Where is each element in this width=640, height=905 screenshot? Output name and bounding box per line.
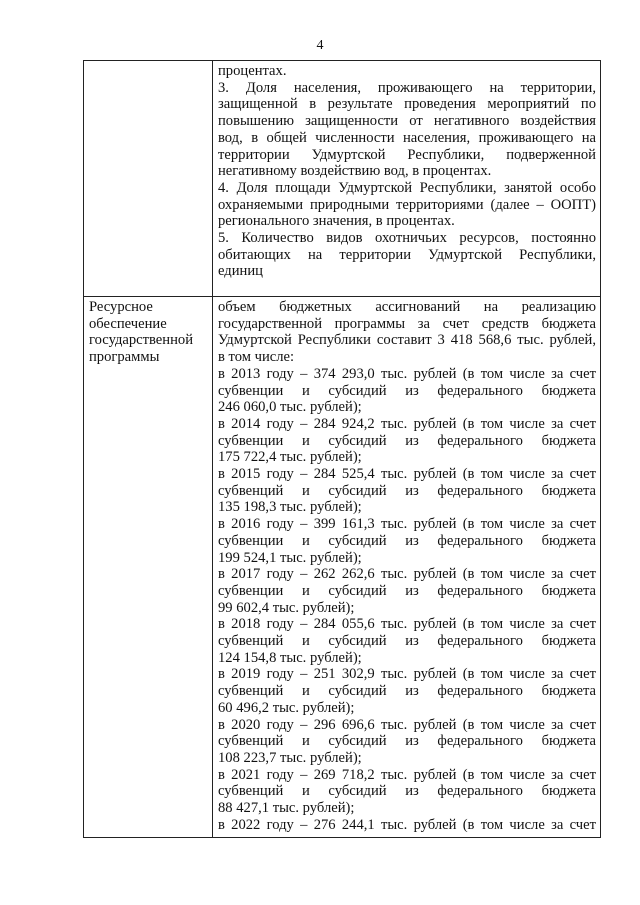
text-line: в 2016 году – 399 161,3 тыс. рублей (в том числе за счет (218, 516, 596, 533)
funding-text (218, 299, 596, 834)
text-line: субвенций и субсидий из федерального бюджета (218, 733, 596, 750)
text-line: субвенций и субсидий из федерального бюджета (218, 482, 596, 499)
text-line: негативному воздействию вод, в процентах. (218, 163, 492, 180)
text-line: субвенции и субсидий из федерального бюджета (218, 382, 596, 399)
text-line: субвенций и субсидий из федерального бюджета (218, 683, 596, 700)
text-line: охраняемыми природными территориями (далее – ООПТ) (218, 196, 596, 213)
text-line: в 2022 году – 276 244,1 тыс. рублей (в том числе за счет (218, 816, 596, 833)
text-line: 88 427,1 тыс. рублей); (218, 800, 355, 817)
resource-support-label (89, 299, 208, 366)
text-line: 3. Доля населения, проживающего на территории, (218, 79, 596, 96)
program-passport-table (83, 60, 601, 838)
label-line: обеспечение (89, 315, 167, 332)
text-line: повышению защищенности от негативного воздействия (218, 113, 596, 130)
label-line: программы (89, 349, 160, 366)
table-row (84, 61, 601, 297)
text-line: субвенции и субсидий из федерального бюджета (218, 582, 596, 599)
text-line: вод, в общей численности населения, проживающего на (218, 129, 596, 146)
page-number: 4 (316, 38, 324, 53)
label-line: государственной (89, 332, 194, 349)
row-label-cell (84, 297, 213, 838)
row-label-cell (84, 61, 213, 297)
indicators-cell (213, 61, 601, 297)
text-line: в 2014 году – 284 924,2 тыс. рублей (в том числе за счет (218, 415, 596, 432)
text-line: территории Удмуртской Республики, подверженной (218, 146, 596, 163)
text-line: в 2015 году – 284 525,4 тыс. рублей (в том числе за счет (218, 466, 596, 483)
text-line: 99 602,4 тыс. рублей); (218, 599, 355, 616)
text-line: субвенций и субсидий из федерального бюджета (218, 783, 596, 800)
text-line: 135 198,3 тыс. рублей); (218, 499, 362, 516)
text-line: 5. Количество видов охотничьих ресурсов, постоянно (218, 230, 596, 247)
text-line: 60 496,2 тыс. рублей); (218, 699, 355, 716)
text-line: единиц (218, 263, 263, 280)
text-line: 124 154,8 тыс. рублей); (218, 649, 362, 666)
text-line: 108 223,7 тыс. рублей); (218, 749, 362, 766)
label-line: Ресурсное (89, 299, 153, 315)
text-line: субвенции и субсидий из федерального бюджета (218, 432, 596, 449)
text-line: в 2019 году – 251 302,9 тыс. рублей (в том числе за счет (218, 666, 596, 683)
text-line: объем бюджетных ассигнований на реализацию (218, 299, 596, 315)
text-line: в 2021 году – 269 718,2 тыс. рублей (в том числе за счет (218, 766, 596, 783)
text-line: процентах. (218, 63, 287, 79)
text-line: государственной программы за счет средств бюджета (218, 315, 596, 332)
text-line: регионального значения, в процентах. (218, 213, 455, 230)
text-line: 4. Доля площади Удмуртской Республики, занятой особо (218, 179, 596, 196)
text-line: Удмуртской Республики составит 3 418 568,6 тыс. рублей, (218, 332, 596, 349)
text-line: в том числе: (218, 349, 295, 366)
text-line: 175 722,4 тыс. рублей); (218, 449, 362, 466)
indicators-text (218, 63, 596, 280)
text-line: в 2018 году – 284 055,6 тыс. рублей (в том числе за счет (218, 616, 596, 633)
funding-cell (213, 297, 601, 838)
table-row (84, 297, 601, 838)
text-line: в 2013 году – 374 293,0 тыс. рублей (в том числе за счет (218, 365, 596, 382)
text-line: защищенной в результате проведения мероприятий по (218, 96, 596, 113)
text-line: субвенций и субсидий из федерального бюджета (218, 633, 596, 650)
text-line: в 2017 году – 262 262,6 тыс. рублей (в том числе за счет (218, 566, 596, 583)
text-line: 246 060,0 тыс. рублей); (218, 399, 362, 416)
text-line: субвенции и субсидий из федерального бюджета (218, 532, 596, 549)
text-line: обитающих на территории Удмуртской Республики, (218, 246, 596, 263)
text-line: 199 524,1 тыс. рублей); (218, 549, 362, 566)
text-line: в 2020 году – 296 696,6 тыс. рублей (в том числе за счет (218, 716, 596, 733)
